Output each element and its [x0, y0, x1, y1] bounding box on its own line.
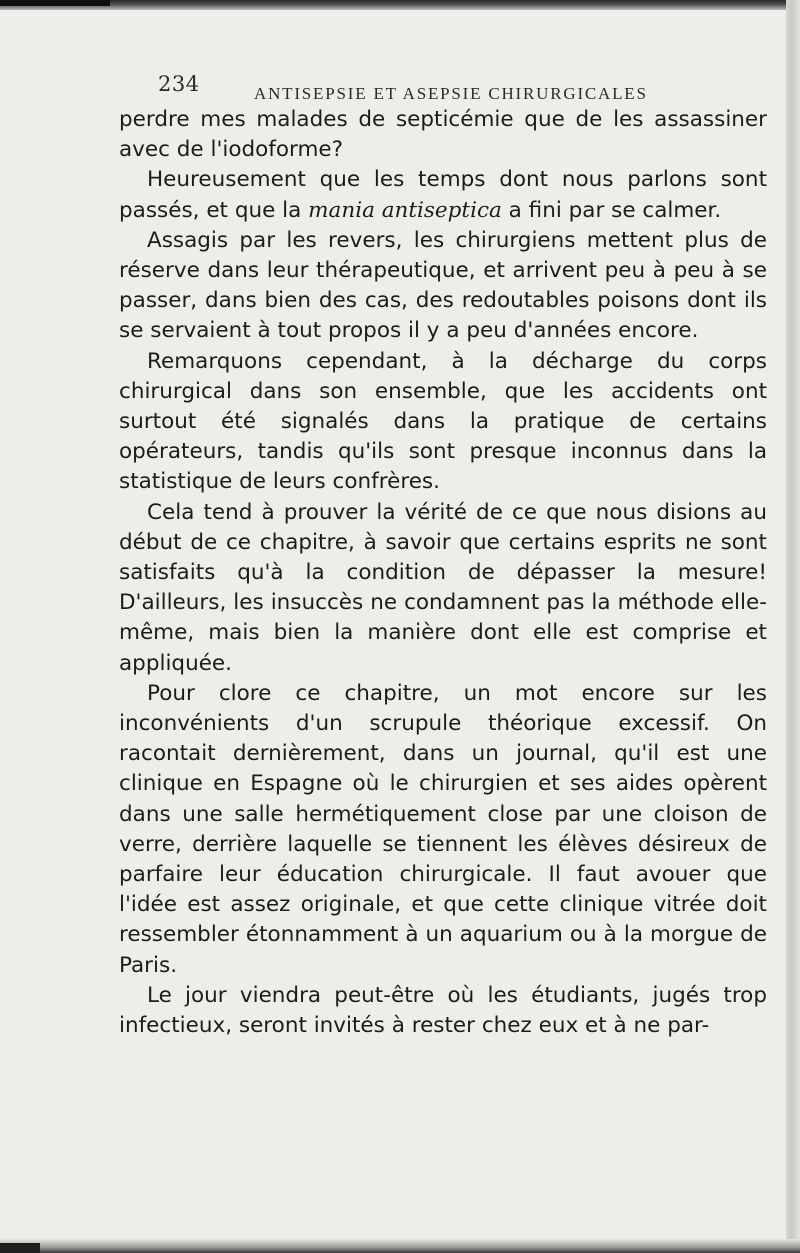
paragraph-3: Assagis par les revers, les chirurgiens mettent plus de réserve dans leur thérapeutique, et arrivent peu à peu à se passer, dans bien des cas, des redoutables poisons dont ils se servaient à tout propos il y a peu d'années encore.	[119, 227, 767, 344]
paragraph-2	[119, 165, 767, 225]
paragraph-7: Le jour viendra peut-être où les étudiants, jugés trop infectieux, seront invités à rester chez eux et à ne par-	[119, 982, 767, 1039]
paragraph-4: Remarquons cependant, à la décharge du corps chirurgical dans son ensemble, que les accidents ont surtout été signalés dans la pratique de certains opérateurs, tandis qu'ils sont presque inconnus dans la statistique de leurs confrères.	[119, 348, 767, 495]
page-top-shadow	[0, 0, 110, 6]
paragraph-2-before: Heureusement que les temps dont nous parlons sont passés, et que la	[119, 167, 767, 223]
paragraph-6: Pour clore ce chapitre, un mot encore sur les inconvénients d'un scrupule théorique excessif. On racontait dernièrement, dans un journal, qu'il est une clinique en Espagne où le chirurgien et ses aides opèrent dans une salle hermétiquement close par une cloison de verre, derrière laquelle se tiennent les élèves désireux de parfaire leur éducation chirurgicale. Il faut avouer que l'idée est assez originale, et que cette clinique vitrée doit ressembler étonnamment à un aquarium ou à la morgue de Paris.	[119, 680, 767, 978]
paragraph-5: Cela tend à prouver la vérité de ce que nous disions au début de ce chapitre, à savoir que certains esprits ne sont satisfaits qu'à la condition de dépasser la mesure! D'ailleurs, les insuccès ne condamnent pas la méthode elle-même, mais bien la manière dont elle est comprise et appliquée.	[119, 499, 767, 676]
page-right-edge	[786, 0, 800, 1253]
page-number: 234	[158, 72, 200, 96]
running-title: ANTISEPSIE ET ASEPSIE CHIRURGICALES	[254, 84, 648, 103]
paragraph-2-after: a fini par se calmer.	[501, 197, 722, 223]
paragraph-1: perdre mes malades de septicémie que de les assassiner avec de l'iodoforme?	[119, 107, 767, 163]
page-bottom-edge	[0, 1239, 800, 1253]
body-text	[119, 105, 767, 1041]
italic-latin-phrase: mania antiseptica	[308, 197, 502, 223]
page-top-edge	[0, 0, 800, 10]
page-bottom-shadow	[0, 1243, 40, 1253]
